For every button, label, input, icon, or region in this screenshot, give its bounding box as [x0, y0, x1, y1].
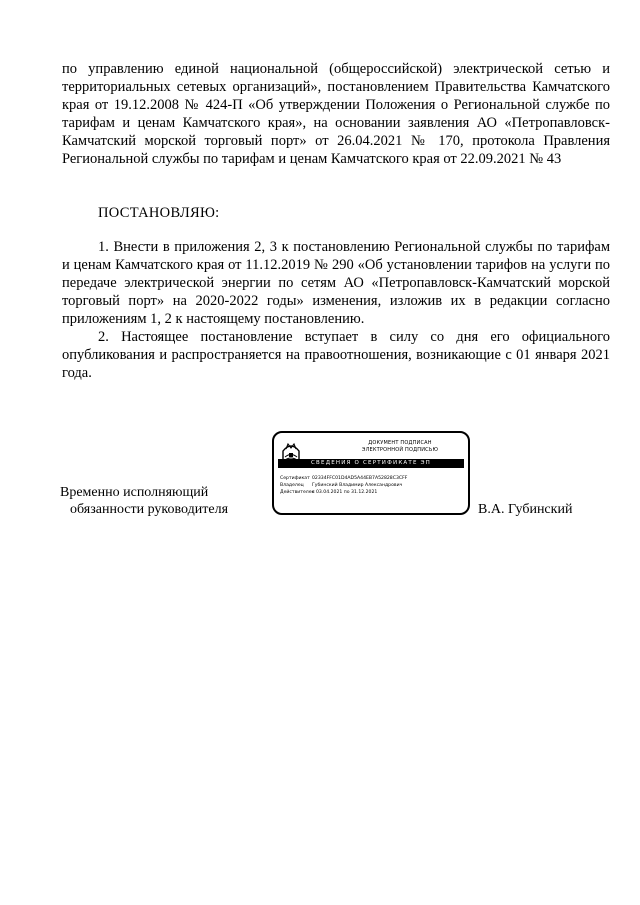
- decree-item-2: 2. Настоящее постановление вступает в силу со дня его официального опубликования и распространяется на правоотношения, возникающие с 01 января 2021 года.: [62, 329, 610, 381]
- signer-position-line-1: Временно исполняющий: [60, 485, 209, 500]
- signer-position-line-2: обязанности руководителя: [70, 502, 229, 517]
- stamp-row-certificate: [280, 475, 407, 482]
- stamp-certificate-band: СВЕДЕНИЯ О СЕРТИФИКАТЕ ЭП: [278, 459, 464, 468]
- stamp-header-line-1: ДОКУМЕНТ ПОДПИСАН: [368, 440, 432, 446]
- signer-name: В.А. Губинский: [478, 502, 573, 517]
- decree-heading: ПОСТАНОВЛЯЮ:: [98, 205, 220, 221]
- stamp-row-key: Действителен: [280, 490, 315, 495]
- stamp-certificate-details: [280, 475, 407, 496]
- stamp-header-line-2: ЭЛЕКТРОННОЙ ПОДПИСЬЮ: [361, 447, 439, 453]
- stamp-row-validity: [280, 489, 407, 496]
- stamp-header: [336, 440, 464, 454]
- intro-paragraph: по управлению единой национальной (общероссийской) электрической сетью и территориальных сетевых организаций», постановлением Правительства Камчатского края от 19.12.2008 № 424-П «Об утверждении Положения о Региональной службе по тарифам и ценам Камчатского края», на основании заявления АО «Петропавловск-Камчатский морской торговый порт» от 26.04.2021 № 170, протокола Правления Региональной службы по тарифам и ценам Камчатского края от 22.09.2021 № 43: [62, 61, 610, 167]
- stamp-row-key: Владелец: [280, 483, 304, 488]
- signer-position: [60, 484, 228, 518]
- stamp-row-key: Сертификат: [280, 476, 310, 481]
- decree-item-1: 1. Внести в приложения 2, 3 к постановлению Региональной службы по тарифам и ценам Камчатского края от 11.12.2019 № 290 «Об установлении тарифов на услуги по передаче электрической энергии по сетям АО «Петропавловск-Камчатский морской торговый порт» на 2020-2022 годы» изменения, изложив их в редакции согласно приложениям 1, 2 к настоящему постановлению.: [62, 239, 610, 327]
- electronic-signature-stamp: [272, 431, 470, 515]
- stamp-row-value: с 03.04.2021 по 31.12.2021: [312, 490, 378, 495]
- decree-items: [62, 238, 610, 382]
- stamp-row-value: Губинский Владимир Александрович: [312, 483, 403, 488]
- stamp-row-owner: [280, 482, 407, 489]
- stamp-row-value: 02334FFC01D4AD5A44EB7A52828C3CFF: [312, 476, 408, 481]
- intro-paragraph-block: [62, 60, 610, 168]
